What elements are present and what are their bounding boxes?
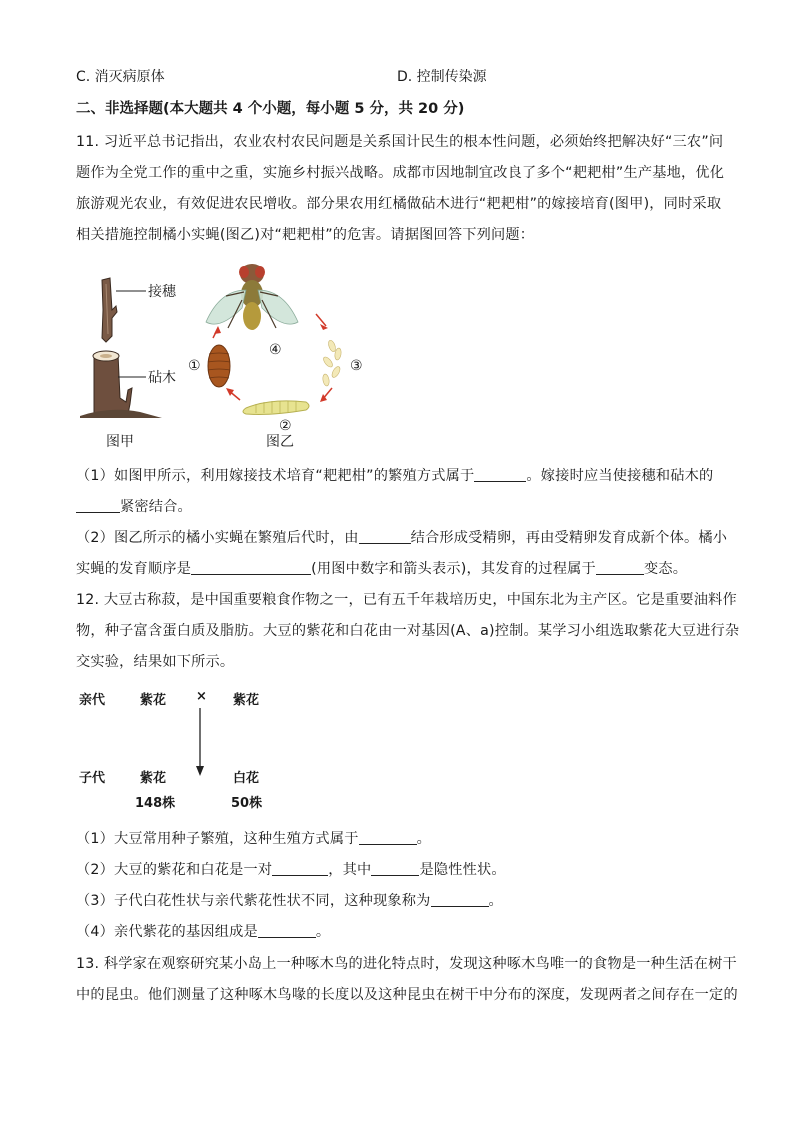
answer-blank[interactable] [359,830,417,845]
q13-line-1: 13. 科学家在观察研究某小岛上一种啄木鸟的进化特点时，发现这种啄木鸟唯一的食物是一种生活在树干 [76,956,737,972]
q11-sub1: （1）如图甲所示，利用嫁接技术培育“耙耙柑”的繁殖方式属于 。嫁接时应当使接穗和砧木的 [76,468,714,484]
q11-line-2: 题作为全党工作的重中之重，实施乡村振兴战略。成都市因地制宜改良了多个“耙耙柑”生产基地，优化 [76,165,725,181]
answer-blank[interactable] [431,892,489,907]
parent-1-phenotype: 紫花 [140,693,167,708]
answer-blank[interactable] [596,560,644,575]
q12-line-3: 交实验，结果如下所示。 [76,654,235,670]
cross-symbol: × [196,689,207,704]
parent-2-phenotype: 紫花 [233,693,260,708]
q11-line-4: 相关措施控制橘小实蝇(图乙)对“耙耙柑”的危害。请据图回答下列问题： [76,227,535,243]
q11-line-3: 旅游观光农业，有效促进农民增收。部分果农用红橘做砧木进行“耙耙柑”的嫁接培育(图甲)，同时采取 [76,196,722,212]
q11-sub1-cont: 紧密结合。 [76,496,192,516]
q12-sub2: （2）大豆的紫花和白花是一对 ，其中 是隐性性状。 [76,862,506,878]
answer-blank[interactable] [474,467,526,482]
rootstock-shape [94,354,132,414]
figure-a-caption: 图甲 [106,434,134,450]
option-c: C. 消灭病原体 [76,69,165,85]
figure-b-caption: 图乙 [266,434,294,450]
option-d: D. 控制传染源 [397,69,487,85]
offspring-1-count: 148株 [135,796,176,811]
q11-figures [70,250,390,455]
lifecycle-figure [188,264,363,450]
q12-sub3: （3）子代白花性状与亲代紫花性状不同，这种现象称为 。 [76,893,503,909]
larva-icon [243,401,309,415]
q11-line-1: 11. 习近平总书记指出，农业农村农民问题是关系国计民生的根本性问题，必须始终把解决好“三农”问 [76,134,724,150]
q11-sub2-cont: 实蝇的发育顺序是 (用图中数字和箭头表示)，其发育的过程属于 变态。 [76,561,688,577]
offspring-2-count: 50株 [231,796,263,811]
answer-blank[interactable] [359,529,411,544]
offspring-generation-label: 子代 [79,771,106,786]
q13-line-2: 中的昆虫。他们测量了这种啄木鸟喙的长度以及这种昆虫在树干中分布的深度，发现两者之间存在一定的 [76,987,738,1003]
q11-sub2: （2）图乙所示的橘小实蝇在繁殖后代时，由 结合形成受精卵，再由受精卵发育成新个体。橘小 [76,530,728,546]
answer-blank[interactable] [371,861,419,876]
cross-arrow-icon [192,706,208,778]
offspring-2-phenotype: 白花 [233,771,260,786]
section-header: 二、非选择题(本大题共 4 个小题，每小题 5 分，共 20 分) [76,101,465,117]
q12-sub1: （1）大豆常用种子繁殖，这种生殖方式属于 。 [76,831,431,847]
pupa-icon [208,345,230,387]
answer-blank[interactable] [272,861,328,876]
stage-3-label: ③ [350,358,363,374]
stage-2-label: ② [279,418,292,434]
parent-generation-label: 亲代 [79,693,106,708]
stage-1-label: ① [188,358,201,374]
grafting-figure [80,278,177,450]
q12-sub4: （4）亲代紫花的基因组成是 。 [76,924,331,940]
q12-line-2: 物，种子富含蛋白质及脂肪。大豆的紫花和白花由一对基因(A、a)控制。某学习小组选取紫花大豆进行杂 [76,623,740,639]
scion-label: 接穗 [148,284,176,300]
answer-blank[interactable] [258,923,316,938]
offspring-1-phenotype: 紫花 [140,771,167,786]
scion-shape [102,278,117,342]
eggs-icon [322,339,342,386]
q12-line-1: 12. 大豆古称菽，是中国重要粮食作物之一，已有五千年栽培历史，中国东北为主产区。它是重要油料作 [76,592,737,608]
rootstock-label: 砧木 [148,370,176,386]
stage-4-label: ④ [269,342,282,358]
answer-blank[interactable] [76,498,120,513]
adult-fly-icon [206,264,298,330]
cycle-arrows [213,314,332,402]
answer-blank[interactable] [191,560,311,575]
